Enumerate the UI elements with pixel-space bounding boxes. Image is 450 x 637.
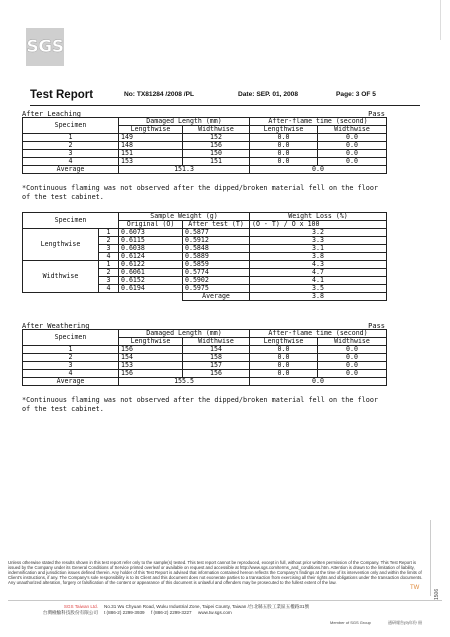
- sgs-logo-text: SGS: [26, 37, 64, 57]
- table-row: [23, 261, 387, 269]
- cell: 3.3: [250, 237, 387, 245]
- group-widthwise: Widthwise: [23, 261, 99, 293]
- cell: 0.5774: [183, 269, 250, 277]
- address-block: [104, 604, 394, 616]
- sub-header: Widthwise: [183, 338, 250, 346]
- sub-header: Lengthwise: [119, 338, 183, 346]
- cell: 0.0: [250, 142, 318, 150]
- cell: 157: [183, 362, 250, 370]
- sample-weight-header: Sample Weight (g): [119, 213, 250, 221]
- original-header: Original (O): [119, 221, 183, 229]
- cell: 0.5912: [183, 237, 250, 245]
- report-page: Page: 3 OF 5: [336, 91, 376, 98]
- afterflame-header: After-flame time (second): [250, 330, 387, 338]
- page-corner-fold: [440, 0, 450, 40]
- cell: 0.0: [318, 354, 387, 362]
- cell: 154: [119, 354, 183, 362]
- cell: 4.7: [250, 269, 387, 277]
- average-weight-loss: 3.8: [250, 293, 387, 301]
- table-row: [23, 158, 387, 166]
- report-number: No: TX81284 /2008 /PL: [124, 91, 195, 98]
- average-flame: 0.0: [250, 166, 387, 174]
- table-row: [23, 354, 387, 362]
- table-row: [23, 150, 387, 158]
- fax: f (886-2) 2299-3227: [151, 610, 192, 615]
- table-row: [23, 362, 387, 370]
- cell: 0.0: [250, 370, 318, 378]
- cell: 150: [183, 150, 250, 158]
- weight-table: [22, 212, 387, 301]
- cell: 3.5: [250, 285, 387, 293]
- cell: 152: [183, 134, 250, 142]
- average-label: Average: [23, 378, 119, 386]
- sub-header: Lengthwise: [250, 126, 318, 134]
- cell: 4: [99, 253, 119, 261]
- cell: 0.6124: [119, 253, 183, 261]
- cell: 0.0: [250, 346, 318, 354]
- cell: 1: [23, 134, 119, 142]
- cell: 0.5902: [183, 277, 250, 285]
- group-lengthwise: Lengthwise: [23, 229, 99, 261]
- cell: 4: [23, 158, 119, 166]
- cell: 4: [99, 285, 119, 293]
- table-row: [23, 346, 387, 354]
- form-code: 通研報告(9)年份 冊: [388, 620, 422, 625]
- leaching-note-line2: of the test cabinet.: [22, 193, 104, 201]
- cell: 0.6152: [119, 277, 183, 285]
- sub-header: Widthwise: [318, 126, 387, 134]
- cell: 0.5859: [183, 261, 250, 269]
- cell: 149: [119, 134, 183, 142]
- average-row: [23, 378, 387, 386]
- sub-header: Widthwise: [318, 338, 387, 346]
- specimen-header: Specimen: [23, 213, 119, 229]
- header-divider: [30, 105, 420, 106]
- cell: 0.0: [318, 370, 387, 378]
- table-row: [23, 370, 387, 378]
- blank-cell: [23, 293, 183, 301]
- result-weathering: Pass: [368, 322, 385, 330]
- cell: 2: [23, 142, 119, 150]
- cell: 2: [99, 269, 119, 277]
- average-label: Average: [23, 166, 119, 174]
- cell: 0.0: [318, 134, 387, 142]
- specimen-header: Specimen: [23, 330, 119, 346]
- afterflame-header: After-flame time (second): [250, 118, 387, 126]
- cell: 158: [183, 354, 250, 362]
- cell: 1: [99, 229, 119, 237]
- cell: 3.1: [250, 245, 387, 253]
- cell: 0.0: [250, 158, 318, 166]
- cell: 3: [23, 150, 119, 158]
- cell: 0.5877: [183, 229, 250, 237]
- table-row: [23, 229, 387, 237]
- cell: 151: [119, 150, 183, 158]
- weathering-note-line1: *Continuous flaming was not observed after the dipped/broken material fell on the floor: [22, 396, 379, 404]
- damaged-length-header: Damaged Length (mm): [119, 330, 250, 338]
- phone: t (886-2) 2299-3939: [104, 610, 145, 615]
- cell: 0.0: [250, 362, 318, 370]
- website-link[interactable]: www.tw.sgs.com: [198, 610, 232, 615]
- cell: 3: [99, 277, 119, 285]
- cell: 2: [99, 237, 119, 245]
- average-label: Average: [183, 293, 250, 301]
- cell: 0.6115: [119, 237, 183, 245]
- side-divider: [430, 520, 431, 596]
- cell: 0.0: [318, 158, 387, 166]
- cell: 3.2: [250, 229, 387, 237]
- cell: 0.0: [318, 346, 387, 354]
- weight-loss-header: Weight Loss (%): [250, 213, 387, 221]
- cell: 1: [23, 346, 119, 354]
- company-name-en: SGS Taiwan Ltd.: [63, 604, 98, 609]
- after-test-header: After test (T): [183, 221, 250, 229]
- cell: 151: [183, 158, 250, 166]
- cell: 0.0: [318, 150, 387, 158]
- leaching-note-line1: *Continuous flaming was not observed after the dipped/broken material fell on the floor: [22, 184, 379, 192]
- average-row: [23, 293, 387, 301]
- sgs-logo: [26, 28, 64, 66]
- table-row: [23, 142, 387, 150]
- cell: 0.0: [250, 354, 318, 362]
- cell: 4: [23, 370, 119, 378]
- cell: 148: [119, 142, 183, 150]
- report-title: Test Report: [30, 89, 94, 101]
- average-length: 151.3: [119, 166, 250, 174]
- damaged-length-header: Damaged Length (mm): [119, 118, 250, 126]
- average-flame: 0.0: [250, 378, 387, 386]
- cell: 4.1: [250, 277, 387, 285]
- cell: 3.8: [250, 253, 387, 261]
- result-leaching: Pass: [368, 110, 385, 118]
- cell: 0.0: [318, 362, 387, 370]
- cell: 0.6061: [119, 269, 183, 277]
- cell: 0.6038: [119, 245, 183, 253]
- contact-line: [104, 610, 394, 616]
- tw-mark: TW: [410, 585, 420, 591]
- company-name-zh: 台灣檢驗科技股份有限公司: [42, 610, 98, 615]
- address: No.31 Wu Chyuan Road, Wuku Industrial Zone, Taipei County, Taiwan /台北縣五股工業區五權路31號: [104, 604, 310, 609]
- report-date: Date: SEP. 01, 2008: [238, 91, 298, 98]
- cell: 156: [119, 370, 183, 378]
- cell: 153: [119, 158, 183, 166]
- cell: 0.0: [250, 150, 318, 158]
- side-number: 1506: [434, 588, 440, 600]
- weathering-table: [22, 329, 387, 386]
- cell: 154: [183, 346, 250, 354]
- section-label-weathering: After Weathering: [22, 322, 90, 330]
- cell: 0.0: [318, 142, 387, 150]
- disclaimer-text: Unless otherwise stated the results shown in this test report refer only to the sample(s) tested. This test report cannot be reproduced, except in full, without prior written permission of the Company. This Test Report is issued by the Company under its General Conditions of Service printed overleaf or available on request and accessible at http://www.sgs.com/terms_and_conditions.htm. Attention is drawn to the limitation of liability, indemnification and jurisdiction issues defined therein. Any holder of this Test Report is advised that information contained hereon reflects the Company's findings at the time of its intervention only and within the limits of Client's instructions, if any. The Company's sole responsibility is to its Client and this document does not exonerate parties to a transaction from exercising all their rights and obligations under the transaction documents. Any unauthorized alteration, forgery or falsification of the content or appearance of this document is unlawful and offenders may be prosecuted to the fullest extent of the law.: [8, 560, 423, 585]
- sub-header: Lengthwise: [119, 126, 183, 134]
- cell: 0.6194: [119, 285, 183, 293]
- cell: 3: [99, 245, 119, 253]
- cell: 156: [183, 142, 250, 150]
- formula-header: (O - T) / O x 100: [250, 221, 387, 229]
- cell: 4.3: [250, 261, 387, 269]
- cell: 0.5889: [183, 253, 250, 261]
- average-length: 155.5: [119, 378, 250, 386]
- leaching-table: [22, 117, 387, 174]
- cell: 0.6122: [119, 261, 183, 269]
- member-of-sgs: Member of SGS Group: [330, 620, 371, 625]
- cell: 153: [119, 362, 183, 370]
- cell: 156: [119, 346, 183, 354]
- cell: 3: [23, 362, 119, 370]
- cell: 2: [23, 354, 119, 362]
- cell: 0.5975: [183, 285, 250, 293]
- weathering-note-line2: of the test cabinet.: [22, 405, 104, 413]
- section-label-leaching: After Leaching: [22, 110, 82, 118]
- cell: 156: [183, 370, 250, 378]
- sub-header: Lengthwise: [250, 338, 318, 346]
- company-block: [8, 604, 98, 616]
- average-row: [23, 166, 387, 174]
- footer-divider: [8, 600, 442, 601]
- cell: 0.0: [250, 134, 318, 142]
- cell: 1: [99, 261, 119, 269]
- specimen-header: Specimen: [23, 118, 119, 134]
- cell: 0.5848: [183, 245, 250, 253]
- cell: 0.6073: [119, 229, 183, 237]
- table-row: [23, 134, 387, 142]
- sub-header: Widthwise: [183, 126, 250, 134]
